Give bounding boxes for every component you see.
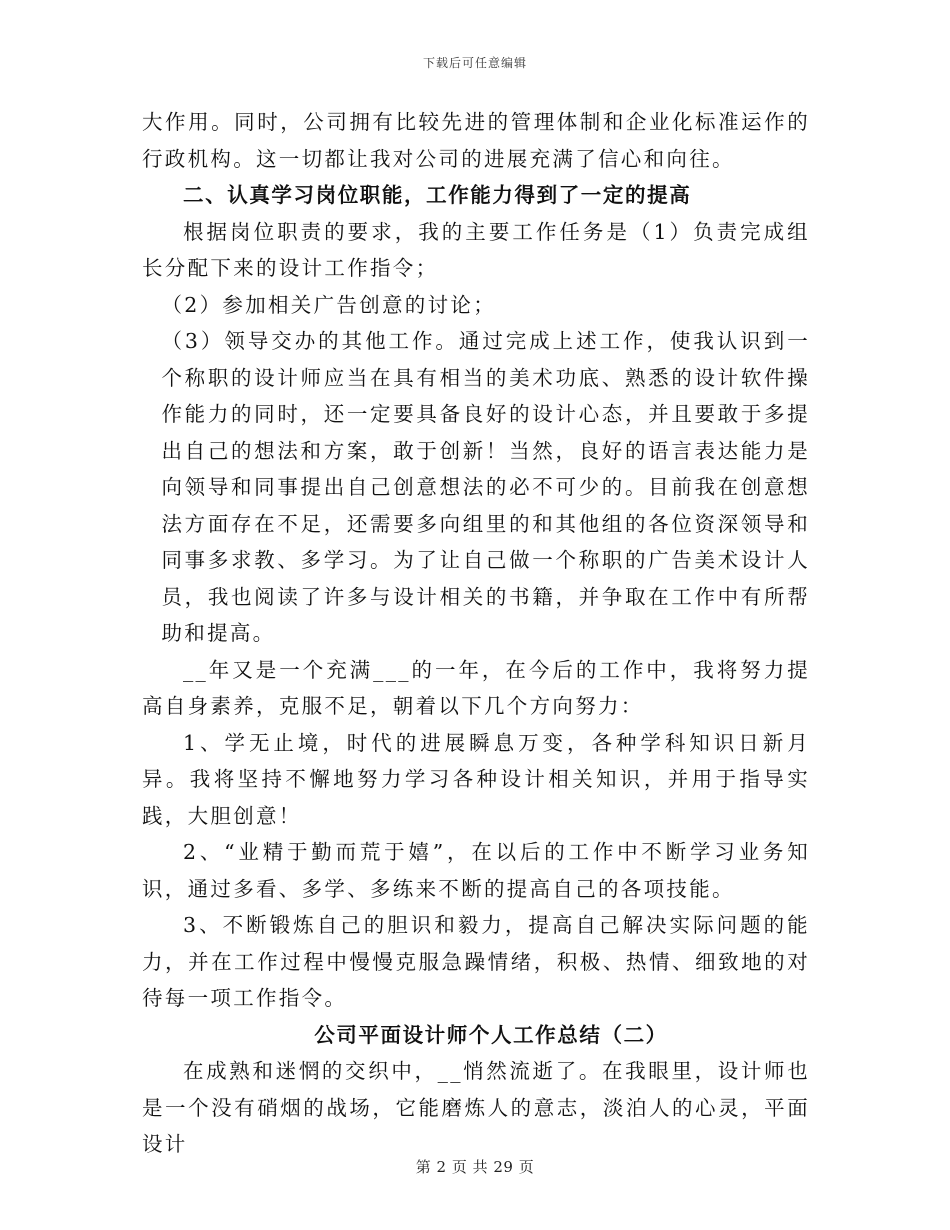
document-title: 公司平面设计师个人工作总结（二） <box>314 1022 668 1047</box>
paragraph-intro: 在成熟和迷惘的交织中，__悄然流逝了。在我眼里，设计师也是一个没有硝烟的战场，它能磨炼人的意志，淡泊人的心灵，平面设计 <box>142 1059 810 1156</box>
paragraph-duty-2: （2）参加相关广告创意的讨论； <box>161 292 497 317</box>
section-heading: 二、认真学习岗位职能，工作能力得到了一定的提高 <box>183 183 692 207</box>
paragraph-goal-2: 2、“业精于勤而荒于嬉”，在以后的工作中不断学习业务知识，通过多看、多学、多练来不断的提高自己的各项技能。 <box>142 840 810 901</box>
paragraph-duty-3: （3）领导交办的其他工作。通过完成上述工作，使我认识到一个称职的设计师应当在具有相当的美术功底、熟悉的设计软件操作能力的同时，还一定要具备良好的设计心态，并且要敢于多提出自己的想法和方案，敢于创新！当然，良好的语言表达能力是向领导和同事提出自己创意想法的必不可少的。目前我在创意想法方面存在不足，还需要多向组里的和其他组的各位资深领导和同事多求教、多学习。为了让自己做一个称职的广告美术设计人员，我也阅读了许多与设计相关的书籍，并争取在工作中有所帮助和提高。 <box>161 329 810 645</box>
paragraph-new-year: __年又是一个充满___的一年，在今后的工作中，我将努力提高自身素养，克服不足，朝着以下几个方向努力： <box>142 657 810 718</box>
document-body <box>142 104 810 1163</box>
page-number: 第 2 页 共 29 页 <box>415 1158 535 1176</box>
paragraph-continued: 大作用。同时，公司拥有比较先进的管理体制和企业化标准运作的行政机构。这一切都让我对公司的进展充满了信心和向往。 <box>142 110 810 171</box>
header-note: 下载后可任意编辑 <box>422 56 527 70</box>
paragraph-goal-3: 3、不断锻炼自己的胆识和毅力，提高自己解决实际问题的能力，并在工作过程中慢慢克服急躁情绪，积极、热情、细致地的对待每一项工作指令。 <box>142 913 810 1010</box>
paragraph-duties: 根据岗位职责的要求，我的主要工作任务是（1）负责完成组长分配下来的设计工作指令； <box>142 219 810 280</box>
paragraph-goal-1: 1、学无止境，时代的进展瞬息万变，各种学科知识日新月异。我将坚持不懈地努力学习各种设计相关知识，并用于指导实践，大胆创意！ <box>142 730 810 828</box>
